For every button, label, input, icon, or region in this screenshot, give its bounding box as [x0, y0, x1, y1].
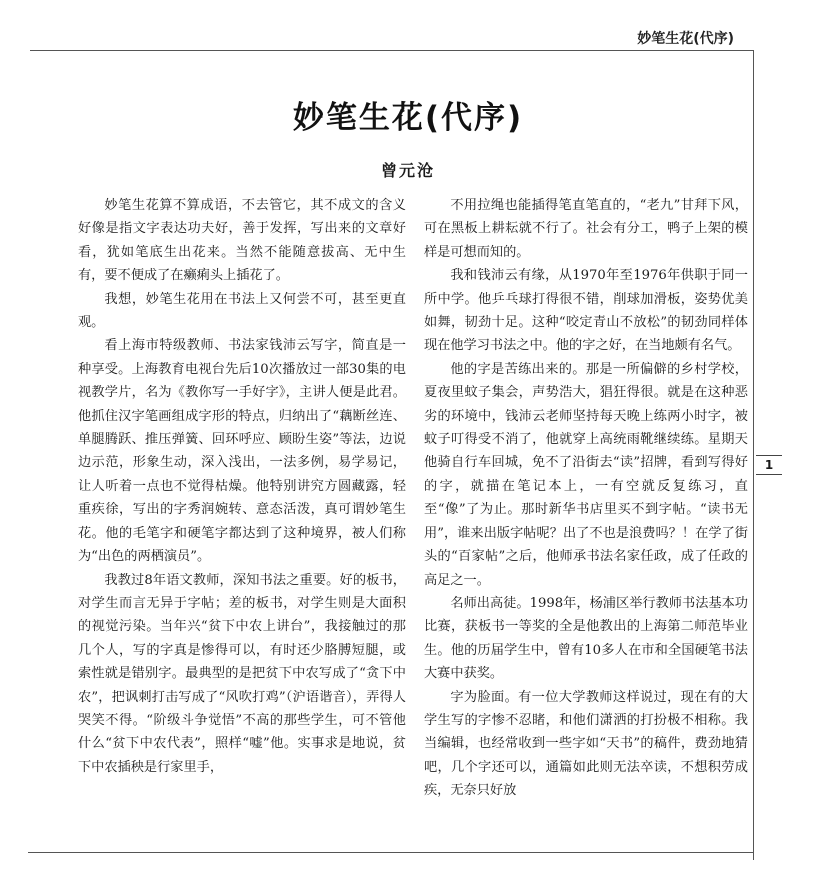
paragraph: 我想，妙笔生花用在书法上又何尝不可，甚至更直观。	[78, 291, 406, 331]
paragraph: 我教过8年语文教师，深知书法之重要。好的板书，对学生而言无异于字帖；差的板书，对学生则是大面积的视觉污染。当年兴“贫下中农上讲台”，我接触过的那几个人，写的字真是惨得可以，有时还少胳膊短腿，或索性就是错别字。最典型的是把贫下中农写成了“贪下中农”，把讽刺打击写成了“风吹打鸡”（沪语谐音），弄得人哭笑不得。“阶级斗争觉悟”不高的那些学生，可不管他什么“贫下中农代表”，照样“嘘”他。实事求是地说，贫下中农插秧是行家里手，	[78, 572, 406, 775]
footer-rule	[28, 852, 754, 853]
header-rule	[30, 50, 754, 51]
left-column	[78, 194, 406, 779]
page-number: 1	[756, 455, 782, 475]
paragraph: 妙笔生花算不算成语，不去管它，其不成文的含义好像是指文字表达功夫好，善于发挥，写出来的文章好看，犹如笔底生出花来。当然不能随意拔高、无中生有，要不便成了在癞痢头上插花了。	[78, 198, 406, 284]
paragraph: 字为脸面。有一位大学教师这样说过，现在有的大学生写的字惨不忍睹，和他们潇洒的打扮极不相称。我当编辑，也经常收到一些字如“天书”的稿件，费劲地猜吧，几个字还可以，通篇如此则无法卒读，不想积劳成疾，无奈只好放	[424, 689, 748, 799]
article-title: 妙笔生花(代序)	[292, 100, 524, 136]
paragraph: 名师出高徒。1998年，杨浦区举行教师书法基本功比赛，获板书一等奖的全是他教出的上海第二师范毕业生。他的历届学生中，曾有10多人在市和全国硬笔书法大赛中获奖。	[424, 595, 748, 682]
running-header-title: 妙笔生花(代序)	[637, 31, 734, 47]
right-column	[424, 194, 748, 803]
paragraph: 不用拉绳也能插得笔直笔直的，“老九”甘拜下风，可在黑板上耕耘就不行了。社会有分工，鸭子上架的模样是可想而知的。	[424, 198, 748, 260]
paragraph: 看上海市特级教师、书法家钱沛云写字，简直是一种享受。上海教育电视台先后10次播放过一部30集的电视教学片，名为《教你写一手好字》，主讲人便是此君。他抓住汉字笔画组成字形的特点，归纳出了“藕断丝连、单腿腾跃、推压弹簧、回环呼应、顾盼生姿”等法，边说边示范，形象生动，深入浅出，一法多例，易学易记，让人听着一点也不觉得枯燥。他特别讲究方圆藏露，轻重疾徐，写出的字秀润婉转、意态活泼，真可谓妙笔生花。他的毛笔字和硬笔字都达到了这种境界，被人们称为“出色的两栖演员”。	[78, 338, 406, 565]
author-byline: 曾元沧	[380, 161, 435, 180]
paragraph: 他的字是苦练出来的。那是一所偏僻的乡村学校，夏夜里蚊子集会，声势浩大，猖狂得很。就是在这种恶劣的环境中，钱沛云老师坚持每天晚上练两小时字，被蚊子叮得受不消了，他就穿上高统雨靴继续练。星期天他骑自行车回城，免不了沿街去“读”招牌，看到写得好的字，就描在笔记本上，一有空就反复练习，直至“像”了为止。那时新华书店里买不到字帖。“读书无用”，谁来出版字帖呢？出了不也是浪费吗？！在学了街头的“百家帖”之后，他师承书法名家任政，成了任政的高足之一。	[424, 361, 748, 588]
paragraph: 我和钱沛云有缘，从1970年至1976年供职于同一所中学。他乒乓球打得很不错，削球加滑板，姿势优美如舞，韧劲十足。这种“咬定青山不放松”的韧劲同样体现在他学习书法之中。他的字之好，在当地颇有名气。	[424, 268, 748, 354]
